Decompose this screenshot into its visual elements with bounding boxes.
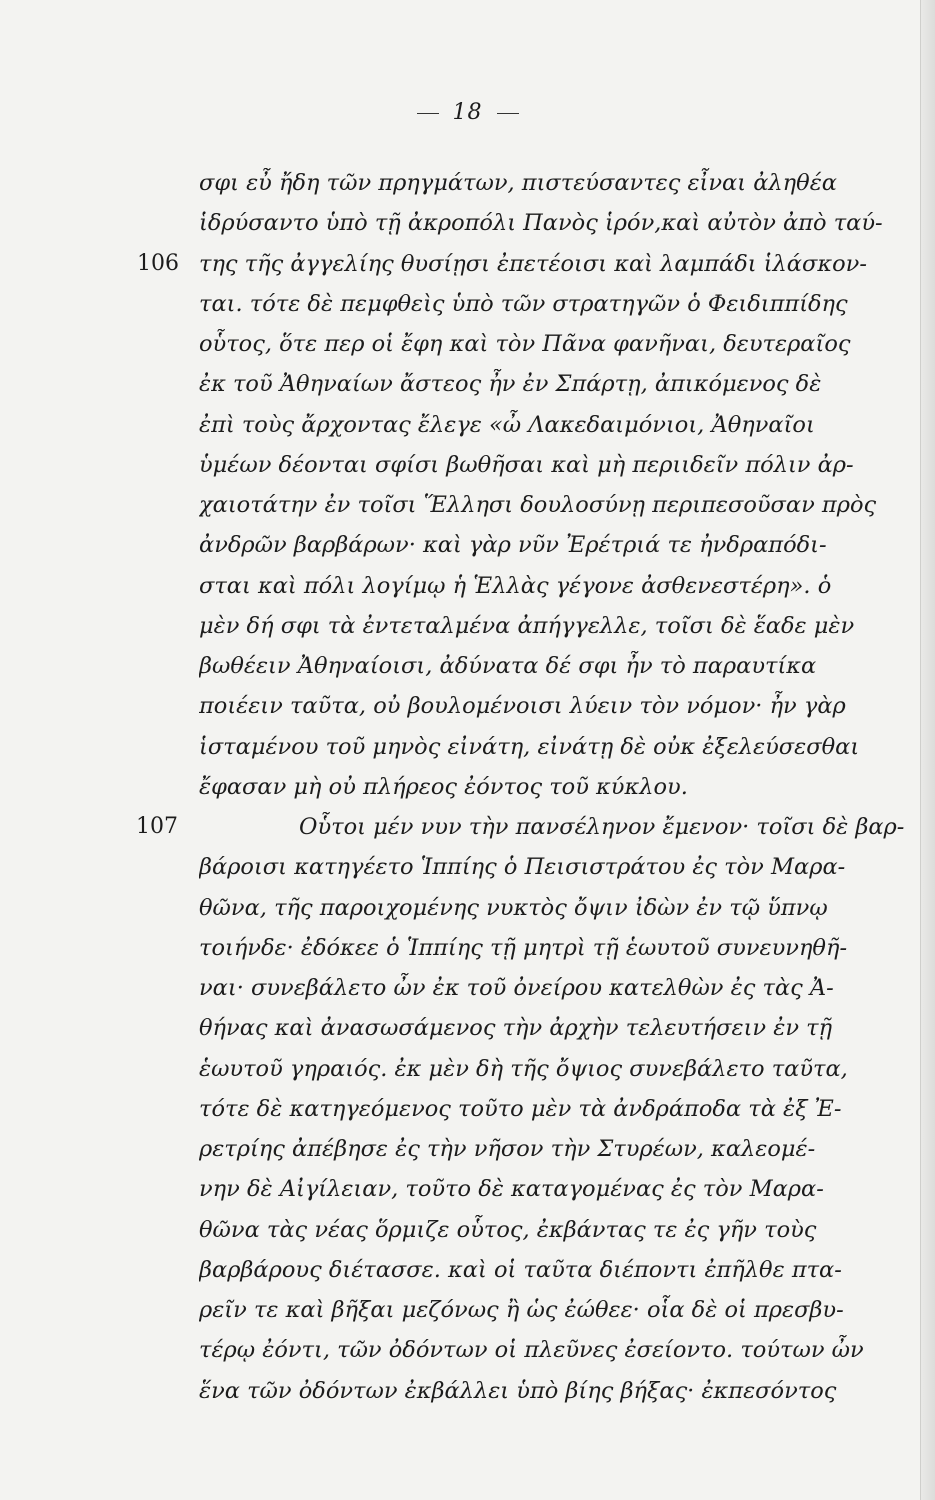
line-text: τότε δὲ κατηγεόμενος τοῦτο μὲν τὰ ἀνδράποδα τὰ ἐξ Ἐ- bbox=[199, 1095, 842, 1122]
line-text: ρεῖν τε καὶ βῆξαι μεζόνως ἢ ὡς ἐώθεε· οἷα δὲ οἱ πρεσβυ- bbox=[199, 1297, 844, 1323]
text-line bbox=[0, 247, 935, 287]
text-line bbox=[0, 206, 935, 246]
text-line bbox=[0, 327, 935, 367]
text-line bbox=[0, 1132, 935, 1172]
text-line bbox=[0, 287, 935, 327]
line-text: ποιέειν ταῦτα, οὐ βουλομένοισι λύειν τὸν νόμον· ἦν γὰρ bbox=[199, 693, 846, 720]
text-line bbox=[0, 166, 935, 206]
text-line bbox=[0, 689, 935, 729]
line-text: μὲν δή σφι τὰ ἐντεταλμένα ἀπήγγελλε, τοῖσι δὲ ἕαδε μὲν bbox=[199, 612, 855, 639]
text-line bbox=[0, 1293, 935, 1333]
text-line bbox=[0, 810, 935, 850]
section-number: 107 bbox=[136, 814, 178, 839]
text-line bbox=[0, 649, 935, 689]
text-line bbox=[0, 891, 935, 931]
page-header bbox=[0, 100, 935, 125]
line-text: Οὗτοι μέν νυν τὴν πανσέληνον ἔμενον· τοῖσι δὲ βαρ- bbox=[299, 814, 905, 840]
text-line bbox=[0, 367, 935, 407]
line-text: θῶνα, τῆς παροιχομένης νυκτὸς ὄψιν ἰδὼν ἐν τῷ ὕπνῳ bbox=[199, 894, 828, 921]
line-text: χαιοτάτην ἐν τοῖσι Ἕλλησι δουλοσύνῃ περιπεσοῦσαν πρὸς bbox=[199, 492, 877, 518]
line-text: σται καὶ πόλι λογίμῳ ἡ Ἑλλὰς γέγονε ἀσθενεστέρη». ὁ bbox=[199, 572, 832, 599]
text-body bbox=[0, 166, 935, 1414]
text-line bbox=[0, 528, 935, 568]
line-text: σφι εὖ ἤδη τῶν πρηγμάτων, πιστεύσαντες εἶναι ἀληθέα bbox=[199, 170, 837, 196]
line-text: βαρβάρους διέτασσε. καὶ οἱ ταῦτα διέποντι ἐπῆλθε πτα- bbox=[199, 1256, 842, 1283]
line-text: ἀνδρῶν βαρβάρων· καὶ γὰρ νῦν Ἐρέτριά τε ἠνδραπόδι- bbox=[199, 532, 827, 559]
text-line bbox=[0, 850, 935, 890]
line-text: ται. τότε δὲ πεμφθεὶς ὑπὸ τῶν στρατηγῶν ὁ Φειδιππίδης bbox=[199, 290, 848, 317]
text-line bbox=[0, 448, 935, 488]
text-line bbox=[0, 488, 935, 528]
line-text: θήνας καὶ ἀνασωσάμενος τὴν ἀρχὴν τελευτήσειν ἐν τῇ bbox=[199, 1015, 833, 1042]
line-text: ναι· συνεβάλετο ὦν ἐκ τοῦ ὀνείρου κατελθὼν ἐς τὰς Ἀ- bbox=[199, 975, 834, 1001]
line-text: ἱσταμένου τοῦ μηνὸς εἰνάτη, εἰνάτῃ δὲ οὐκ ἐξελεύσεσθαι bbox=[199, 733, 860, 760]
line-text: βωθέειν Ἀθηναίοισι, ἀδύνατα δέ σφι ἦν τὸ παραυτίκα bbox=[199, 653, 817, 679]
line-text: ὑμέων δέονται σφίσι βωθῆσαι καὶ μὴ περιιδεῖν πόλιν ἀρ- bbox=[199, 451, 854, 478]
text-line bbox=[0, 1052, 935, 1092]
text-line bbox=[0, 1333, 935, 1373]
text-line bbox=[0, 569, 935, 609]
text-line bbox=[0, 1011, 935, 1051]
text-line bbox=[0, 1253, 935, 1293]
line-text: θῶνα τὰς νέας ὅρμιζε οὗτος, ἐκβάντας τε ἐς γῆν τοὺς bbox=[199, 1216, 817, 1243]
text-line bbox=[0, 609, 935, 649]
line-text: τέρῳ ἐόντι, τῶν ὀδόντων οἱ πλεῦνες ἐσείοντο. τούτων ὦν bbox=[199, 1337, 864, 1364]
line-text: ἐκ τοῦ Ἀθηναίων ἄστεος ἦν ἐν Σπάρτῃ, ἀπικόμενος δὲ bbox=[199, 371, 822, 398]
line-text: ἔφασαν μὴ οὐ πλήρεος ἐόντος τοῦ κύκλου. bbox=[199, 773, 688, 800]
page-number: 18 bbox=[452, 100, 483, 125]
line-text: ρετρίης ἀπέβησε ἐς τὴν νῆσον τὴν Στυρέων, καλεομέ- bbox=[199, 1136, 816, 1162]
text-line bbox=[0, 1213, 935, 1253]
text-line bbox=[0, 1172, 935, 1212]
section-number: 106 bbox=[137, 250, 179, 276]
line-text: ἱδρύσαντο ὑπὸ τῇ ἀκροπόλι Πανὸς ἱρόν,καὶ αὐτὸν ἀπὸ ταύ- bbox=[199, 210, 883, 237]
line-text: τοιήνδε· ἐδόκεε ὁ Ἱππίης τῇ μητρὶ τῇ ἑωυτοῦ συνευνηθῆ- bbox=[199, 934, 848, 961]
line-text: ἕνα τῶν ὀδόντων ἐκβάλλει ὑπὸ βίης βήξας· ἐκπεσόντος bbox=[199, 1377, 837, 1404]
line-text: ἐπὶ τοὺς ἄρχοντας ἔλεγε «ὦ Λακεδαιμόνιοι, Ἀθηναῖοι bbox=[199, 411, 815, 438]
text-line bbox=[0, 730, 935, 770]
text-line bbox=[0, 1374, 935, 1414]
text-line bbox=[0, 770, 935, 810]
text-line bbox=[0, 1092, 935, 1132]
line-text: ἑωυτοῦ γηραιός. ἐκ μὲν δὴ τῆς ὄψιος συνεβάλετο ταῦτα, bbox=[199, 1055, 848, 1082]
line-text: οὗτος, ὅτε περ οἱ ἔφη καὶ τὸν Πᾶνα φανῆναι, δευτεραῖος bbox=[199, 331, 851, 357]
header-dash-left bbox=[417, 113, 439, 114]
text-line bbox=[0, 971, 935, 1011]
text-line bbox=[0, 408, 935, 448]
header-dash-right bbox=[497, 113, 519, 114]
line-text: βάροισι κατηγέετο Ἱππίης ὁ Πεισιστράτου ἐς τὸν Μαρα- bbox=[199, 854, 846, 881]
line-text: της τῆς ἀγγελίης θυσίῃσι ἐπετέοισι καὶ λαμπάδι ἱλάσκον- bbox=[199, 250, 867, 277]
line-text: νην δὲ Αἰγίλειαν, τοῦτο δὲ καταγομένας ἐς τὸν Μαρα- bbox=[199, 1176, 824, 1203]
text-line bbox=[0, 931, 935, 971]
